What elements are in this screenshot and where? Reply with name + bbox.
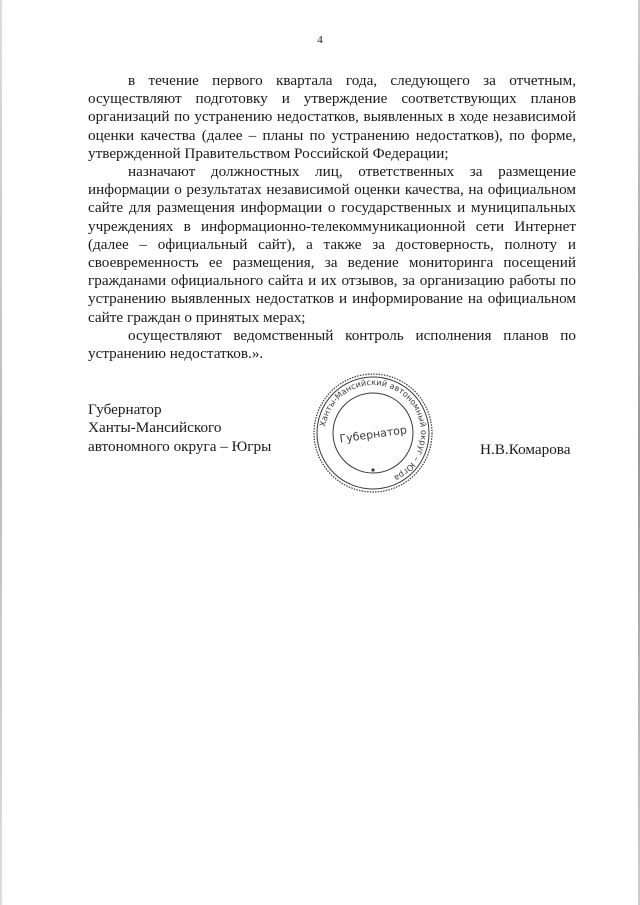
paragraph-1: в течение первого квартала года, следующего за отчетным, осуществляют подготовку и утверждение соответствующих планов организаций по устранению недостатков, выявленных в ходе независимой оценки качества (далее – планы по устранению недостатков), по форме, утвержденной Правительством Российской Федерации; <box>88 72 576 162</box>
page-number: 4 <box>317 34 323 46</box>
signer-title-line-1: Губернатор <box>88 401 162 418</box>
signer-title-line-2: Ханты-Мансийского <box>88 419 222 437</box>
document-body <box>88 72 576 363</box>
scan-left-edge <box>0 0 2 905</box>
signer-title-block <box>88 401 271 456</box>
paragraph-3: осуществляют ведомственный контроль исполнения планов по устранению недостатков.». <box>88 326 576 363</box>
stamp-ring-text: Ханты-Мансийский автономный округ – Югра <box>317 376 430 484</box>
paragraph-2: назначают должностных лиц, ответственных за размещение информации о результатах независимой оценки качества, на официальном сайте для размещения информации о государственных и муниципальных учреждениях в информационно-телекоммуникационной сети Интернет (далее – официальный сайт), а также за достоверность, полноту и своевременность ее размещения, за ведение мониторинга посещений гражданами официального сайта и их отзывов, за организацию работы по устранению выявленных недостатков и информирование на официальном сайте граждан о принятых мерах; <box>88 163 576 326</box>
signer-name: Н.В.Комарова <box>480 441 571 458</box>
signer-title-line-3: автономного округа – Югры <box>88 437 272 455</box>
official-seal-stamp <box>310 370 436 496</box>
stamp-star-icon <box>371 468 374 471</box>
stamp-center-text: Губернатор <box>338 423 408 446</box>
